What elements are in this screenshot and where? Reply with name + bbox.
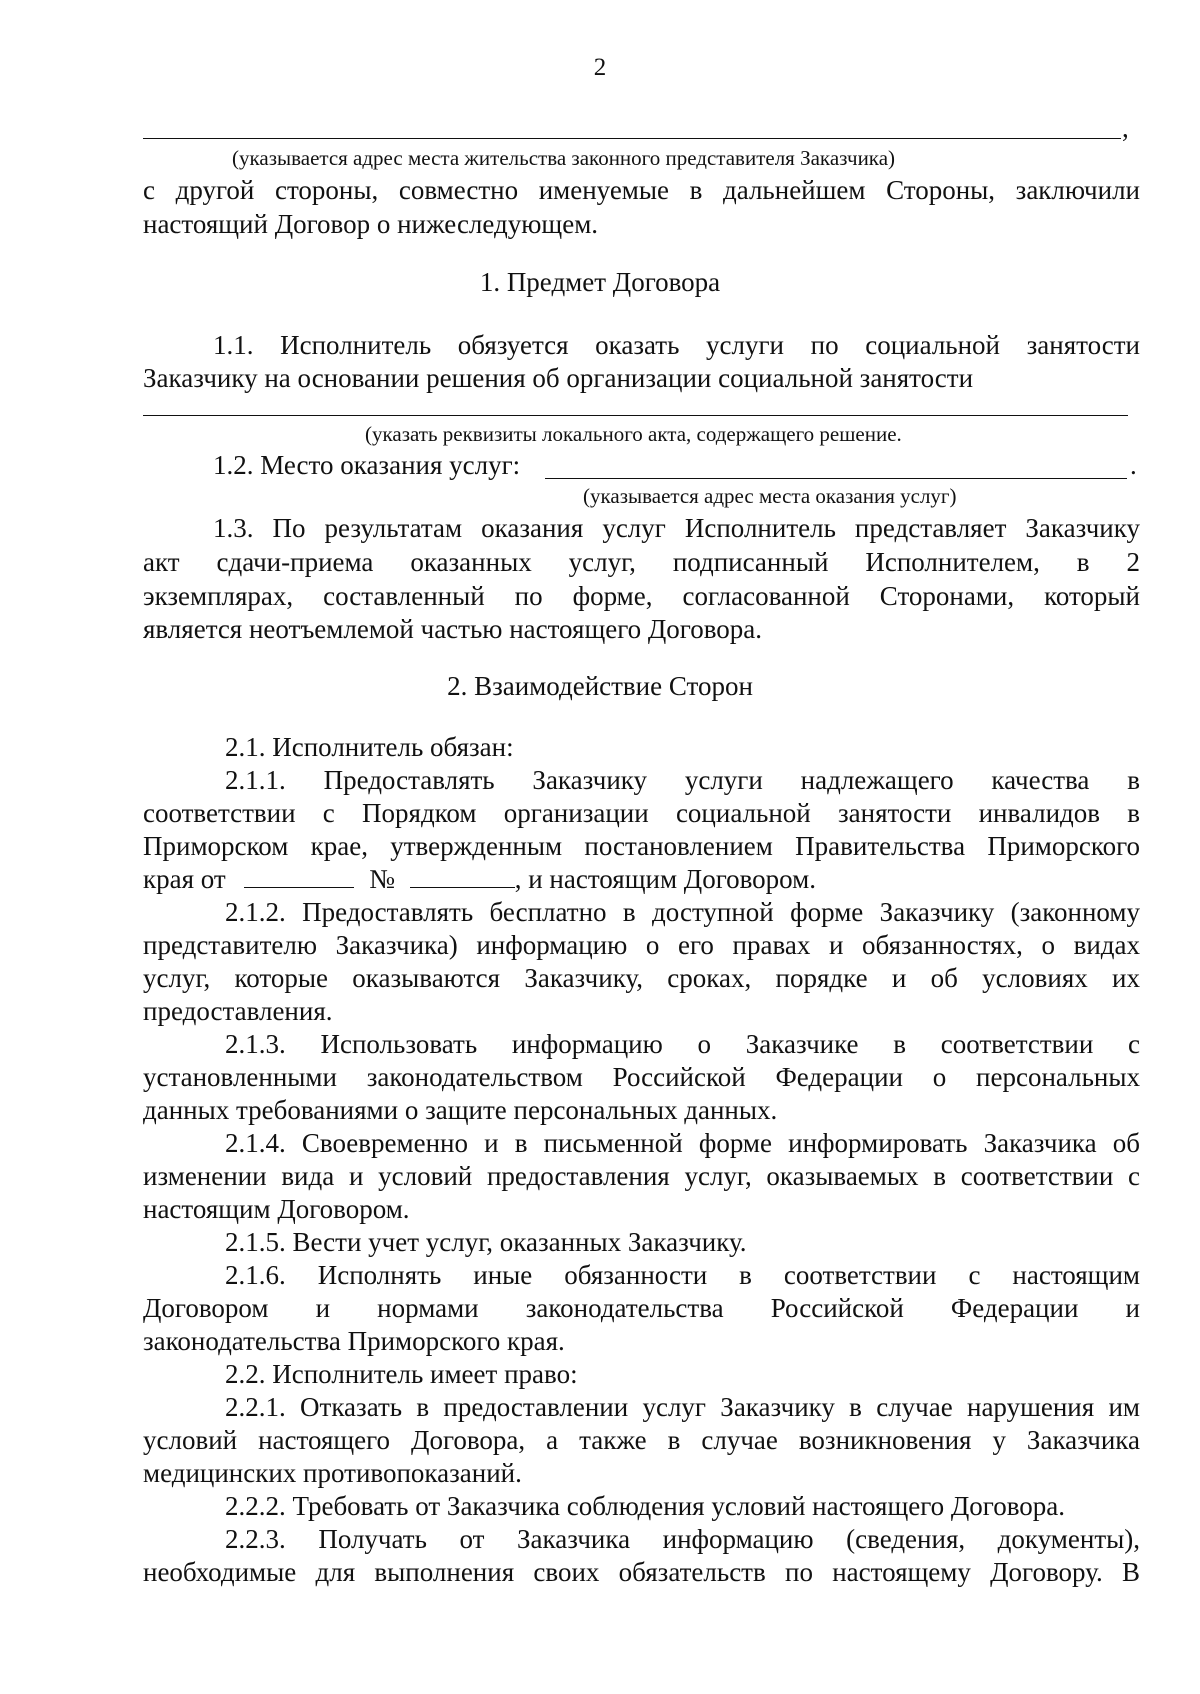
clause-2-2-3-line-2: необходимые для выполнения своих обязательств по настоящему Договору. В — [143, 1557, 1140, 1587]
clause-2-1-3-line-3: данных требованиями о защите персональных данных. — [143, 1095, 778, 1125]
clause-2-1-1-line-4-end: , и настоящим Договором. — [514, 864, 816, 894]
intro-line-1: с другой стороны, совместно именуемые в дальнейшем Стороны, заключили — [143, 175, 1140, 205]
clause-1-1-line-2: Заказчику на основании решения об организации социальной занятости — [143, 363, 974, 393]
clause-2-1-2-line-3: услуг, которые оказываются Заказчику, сроках, порядке и об условиях их — [143, 963, 1140, 993]
clause-1-3-line-4: является неотъемлемой частью настоящего Договора. — [143, 614, 763, 644]
clause-2-1-6-line-3: законодательства Приморского края. — [143, 1326, 565, 1356]
clause-2-1-6-line-2: Договором и нормами законодательства Российской Федерации и — [143, 1293, 1140, 1323]
number-blank — [410, 863, 515, 888]
section-1-title: 1. Предмет Договора — [479, 267, 721, 297]
section-2-title: 2. Взаимодействие Сторон — [447, 671, 753, 701]
clause-1-1-line-1: 1.1. Исполнитель обязуется оказать услуги по социальной занятости — [213, 330, 1140, 360]
date-blank — [244, 863, 354, 888]
clause-2-1-4-line-1: 2.1.4. Своевременно и в письменной форме информировать Заказчика об — [225, 1128, 1140, 1158]
page-number: 2 — [593, 54, 607, 81]
clause-2-2-1-line-2: условий настоящего Договора, а также в случае возникновения у Заказчика — [143, 1425, 1140, 1455]
clause-2-1-1-line-1: 2.1.1. Предоставлять Заказчику услуги надлежащего качества в — [225, 765, 1140, 795]
clause-2-1-2-line-1: 2.1.2. Предоставлять бесплатно в доступной форме Заказчику (законному — [225, 897, 1140, 927]
clause-2-1-1-line-4 — [143, 863, 816, 895]
clause-2-1-4-line-2: изменении вида и условий предоставления услуг, оказываемых в соответствии с — [143, 1161, 1140, 1191]
place-caption: (указывается адрес места оказания услуг) — [583, 484, 957, 508]
clause-2-1-3-line-2: установленными законодательством Российской Федерации о персональных — [143, 1062, 1140, 1092]
clause-2-2-3-line-1: 2.2.3. Получать от Заказчика информацию (сведения, документы), — [225, 1524, 1140, 1554]
clause-1-3-line-3: экземплярах, составленный по форме, согласованной Сторонами, который — [143, 581, 1140, 611]
clause-2-1-1-line-4-start: края от — [143, 864, 226, 894]
clause-1-3-line-1: 1.3. По результатам оказания услуг Исполнитель представляет Заказчику — [213, 513, 1140, 543]
clause-1-2-label: 1.2. Место оказания услуг: — [213, 450, 521, 480]
address-caption: (указывается адрес места жительства законного представителя Заказчика) — [232, 146, 896, 170]
clause-1-3-line-2: акт сдачи-приема оказанных услуг, подписанный Исполнителем, в 2 — [143, 547, 1140, 577]
clause-2-1-4-line-3: настоящим Договором. — [143, 1194, 410, 1224]
place-blank-line — [545, 478, 1127, 479]
number-sign: № — [369, 864, 395, 894]
clause-1-2-end: . — [1130, 450, 1137, 480]
clause-2-2-1-line-1: 2.2.1. Отказать в предоставлении услуг Заказчику в случае нарушения им — [225, 1392, 1140, 1422]
trailing-comma: , — [1122, 113, 1129, 143]
clause-2-1-2-line-4: предоставления. — [143, 996, 333, 1026]
clause-2-2-1-line-3: медицинских противопоказаний. — [143, 1458, 522, 1488]
act-caption: (указать реквизиты локального акта, содержащего решение. — [365, 422, 902, 446]
clause-2-1-2-line-2: представителю Заказчика) информацию о его правах и обязанностях, о видах — [143, 930, 1140, 960]
clause-2-1-1-line-3: Приморском крае, утвержденным постановлением Правительства Приморского — [143, 831, 1140, 861]
clause-2-1-5: 2.1.5. Вести учет услуг, оказанных Заказчику. — [225, 1227, 747, 1257]
intro-line-2: настоящий Договор о нижеследующем. — [143, 209, 599, 239]
clause-2-1: 2.1. Исполнитель обязан: — [225, 732, 514, 762]
address-blank-line — [143, 138, 1121, 139]
clause-2-1-1-line-2: соответствии с Порядком организации социальной занятости инвалидов в — [143, 798, 1140, 828]
act-blank-line — [143, 415, 1128, 416]
clause-2-1-6-line-1: 2.1.6. Исполнять иные обязанности в соответствии с настоящим — [225, 1260, 1140, 1290]
clause-2-2-2: 2.2.2. Требовать от Заказчика соблюдения условий настоящего Договора. — [225, 1491, 1065, 1521]
clause-2-1-3-line-1: 2.1.3. Использовать информацию о Заказчике в соответствии с — [225, 1029, 1140, 1059]
clause-2-2: 2.2. Исполнитель имеет право: — [225, 1359, 578, 1389]
